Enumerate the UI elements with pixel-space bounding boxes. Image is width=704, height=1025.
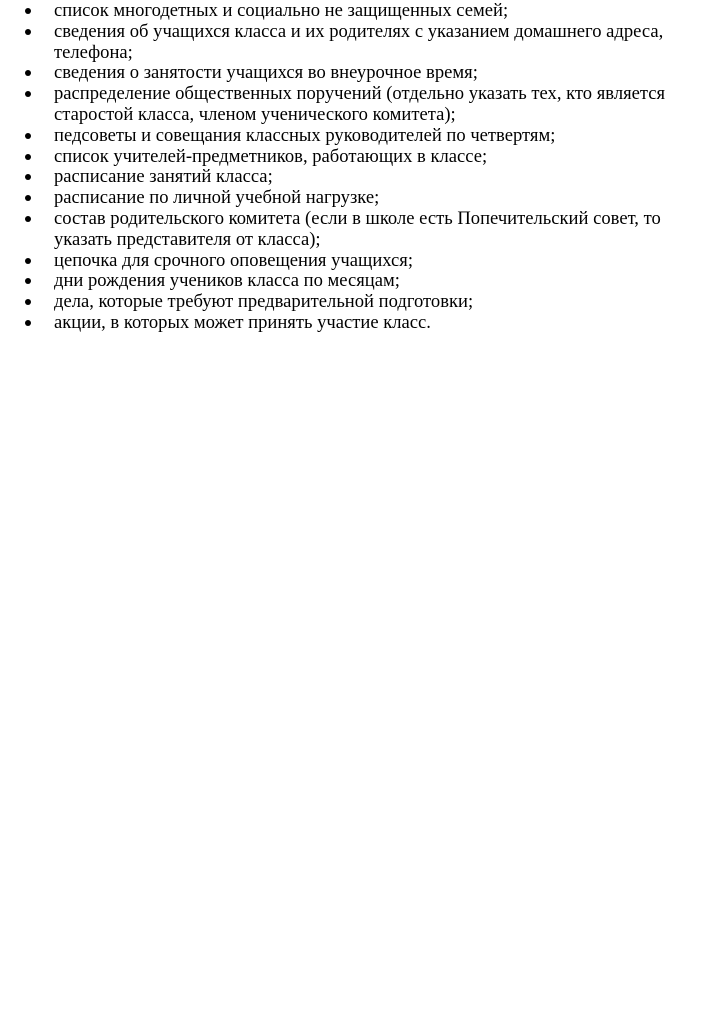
list-item-text: дела, которые требуют предварительной подготовки; [54,291,474,313]
list-item-text: расписание занятий класса; [54,166,273,188]
list-item [22,292,682,313]
list-item [22,167,682,188]
list-item-text: цепочка для срочного оповещения учащихся; [54,249,414,271]
bullet-icon [25,278,31,284]
list-item [22,22,682,64]
list-item [22,63,682,84]
list-item-text: список многодетных и социально не защищенных семей; [54,0,509,21]
bullet-icon [25,133,31,139]
list-item [22,84,682,126]
bullet-icon [25,258,31,264]
list-item [22,251,682,272]
bullet-icon [25,70,31,76]
bullet-list [22,1,682,334]
list-item-text: распределение общественных поручений (отдельно указать тех, кто является старостой класса, членом ученического комитета); [54,83,666,125]
bullet-icon [25,8,31,14]
bullet-icon [25,216,31,222]
list-item [22,126,682,147]
list-item-text: педсоветы и совещания классных руководителей по четвертям; [54,124,556,146]
list-item [22,271,682,292]
bullet-icon [25,320,31,326]
bullet-icon [25,91,31,97]
bullet-icon [25,195,31,201]
bullet-icon [25,154,31,160]
list-item-text: состав родительского комитета (если в школе есть Попечительский совет, то указать представителя от класса); [54,207,661,250]
list-item [22,313,682,334]
list-item [22,1,682,22]
list-item-text: дни рождения учеников класса по месяцам; [54,270,400,292]
list-item-text: сведения об учащихся класса и их родителях с указанием домашнего адреса, телефона; [54,20,664,63]
list-item-text: сведения о занятости учащихся во внеурочное время; [54,62,478,84]
bullet-icon [25,299,31,305]
list-item-text: расписание по личной учебной нагрузке; [54,187,380,209]
bullet-icon [25,29,31,35]
list-item-text: список учителей-предметников, работающих в классе; [54,145,488,167]
list-item-text: акции, в которых может принять участие класс. [54,311,431,333]
list-item [22,147,682,168]
list-item [22,209,682,251]
list-item [22,188,682,209]
bullet-icon [25,174,31,180]
